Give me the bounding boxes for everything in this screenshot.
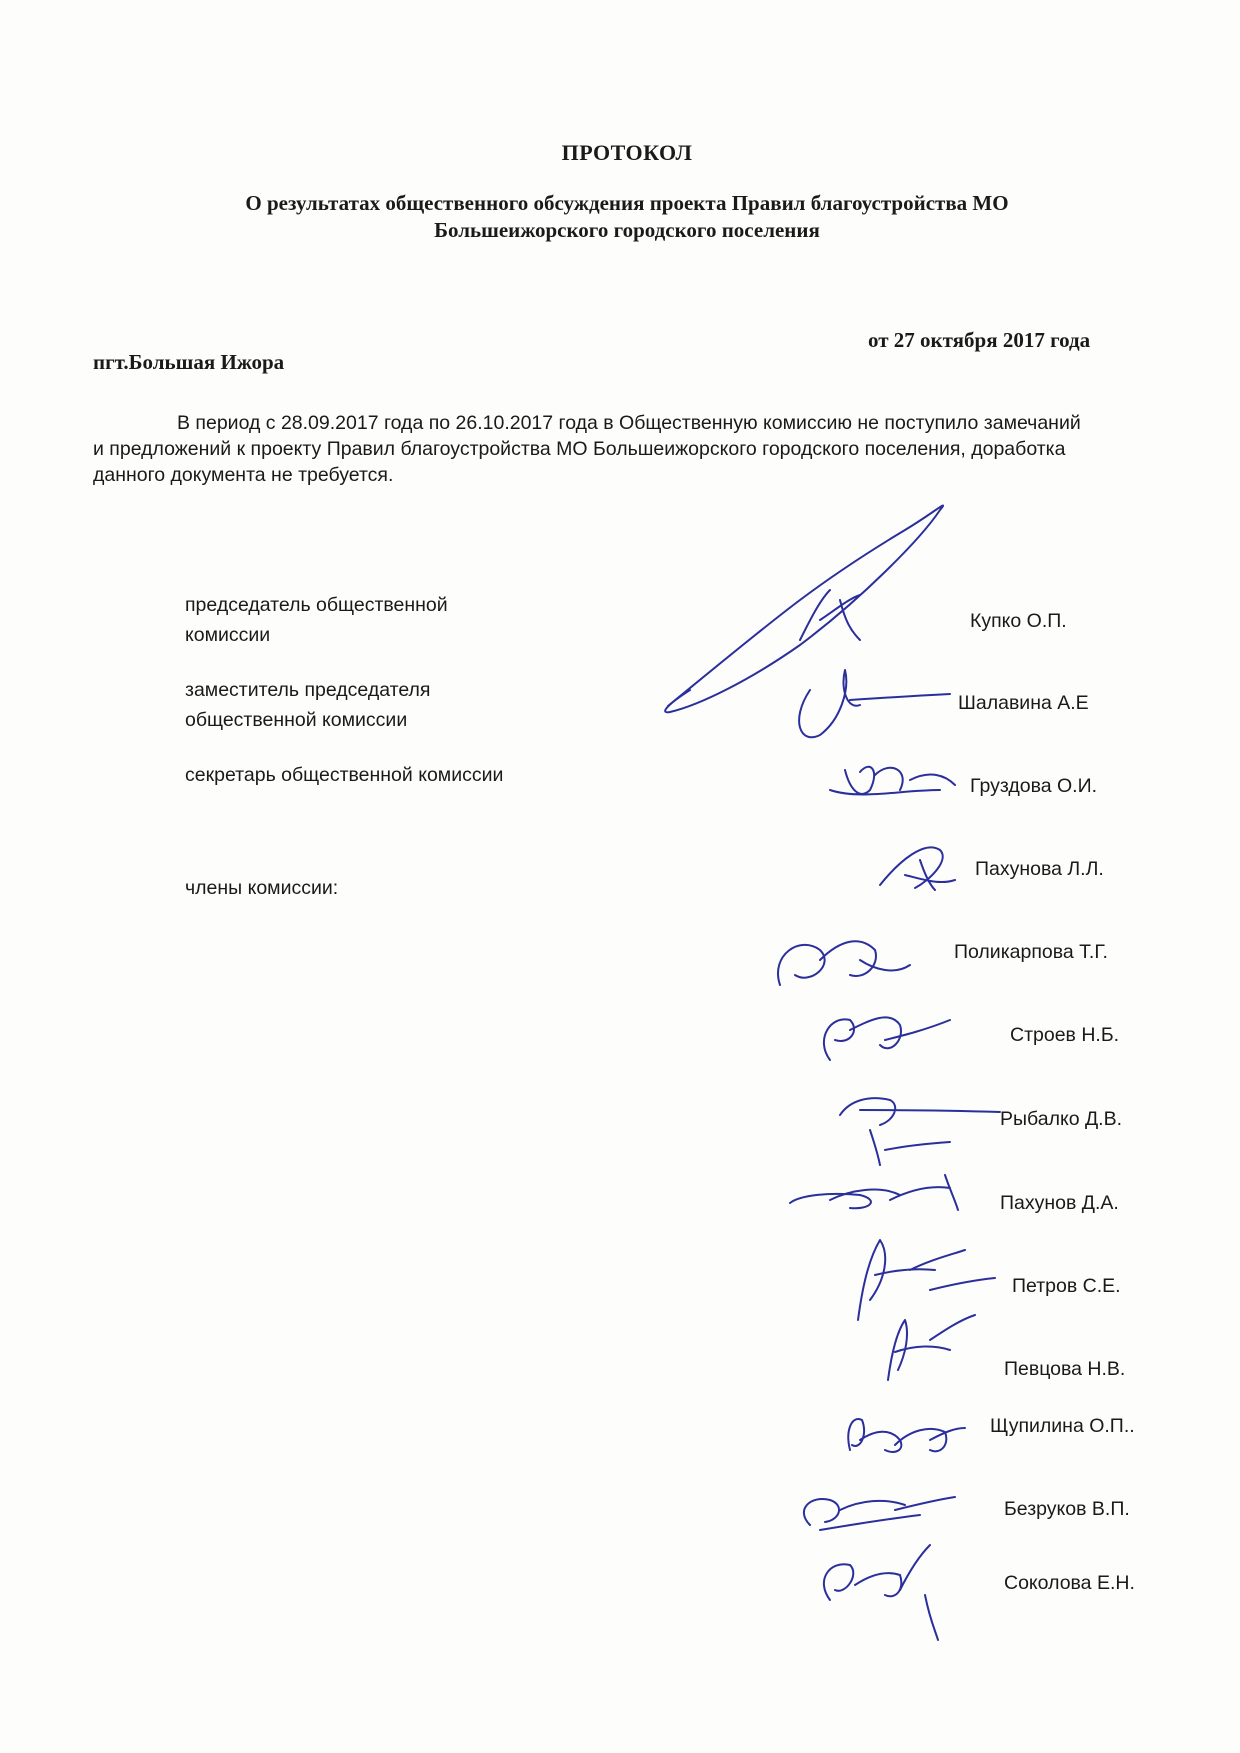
subtitle-line-2: Большеижорского городского поселения xyxy=(434,218,820,242)
signature-polikarpova xyxy=(778,941,910,985)
signature-petrov xyxy=(858,1240,995,1320)
signatory-name: Купко О.П. xyxy=(970,610,1067,632)
document-place: пгт.Большая Ижора xyxy=(93,350,285,374)
signatory-name: Певцова Н.В. xyxy=(1004,1358,1126,1380)
document-title: ПРОТОКОЛ xyxy=(561,140,693,165)
signatory-name: Петров С.Е. xyxy=(1012,1275,1121,1297)
document-body: В период с 28.09.2017 года по 26.10.2017 года в Общественную комиссию не поступило замечаний и предложений к проекту Правил благоустройства МО Большеижорского городского поселения, доработка данного документа не требуется. xyxy=(93,412,1081,486)
subtitle-line-1: О результатах общественного обсуждения проекта Правил благоустройства МО xyxy=(245,191,1009,215)
signatory-name: Груздова О.И. xyxy=(970,775,1097,797)
signatory-name: Соколова Е.Н. xyxy=(1004,1572,1135,1594)
signature-rybalko xyxy=(840,1098,1000,1165)
signature-stroev xyxy=(824,1017,950,1060)
signature-shchupilina xyxy=(848,1419,965,1452)
document-date: от 27 октября 2017 года xyxy=(868,328,1091,352)
role-deputy: заместитель председателя общественной комиссии xyxy=(185,679,431,731)
signature-kupko xyxy=(665,506,943,713)
role-chairman: председатель общественной комиссии xyxy=(185,594,448,646)
role-secretary: секретарь общественной комиссии xyxy=(185,764,504,786)
signatory-name: Строев Н.Б. xyxy=(1010,1024,1120,1046)
signature-bezrukov xyxy=(804,1497,955,1530)
signature-sokolova xyxy=(824,1545,938,1640)
signature-pakhunova xyxy=(880,847,955,890)
role-members: члены комиссии: xyxy=(185,877,339,899)
signatory-name: Шалавина А.Е xyxy=(958,692,1089,714)
signatory-name: Рыбалко Д.В. xyxy=(1000,1108,1123,1130)
signature-gruzdova xyxy=(830,767,955,795)
signatory-name: Безруков В.П. xyxy=(1004,1498,1130,1520)
signatory-name: Щупилина О.П.. xyxy=(990,1415,1135,1437)
signature-shalavina xyxy=(799,670,950,737)
signatory-name: Поликарпова Т.Г. xyxy=(954,941,1108,963)
signatory-name: Пахунов Д.А. xyxy=(1000,1192,1119,1214)
signature-pevtsova xyxy=(888,1315,975,1380)
signatory-name: Пахунова Л.Л. xyxy=(975,858,1104,880)
signature-pakhunov xyxy=(790,1175,958,1210)
